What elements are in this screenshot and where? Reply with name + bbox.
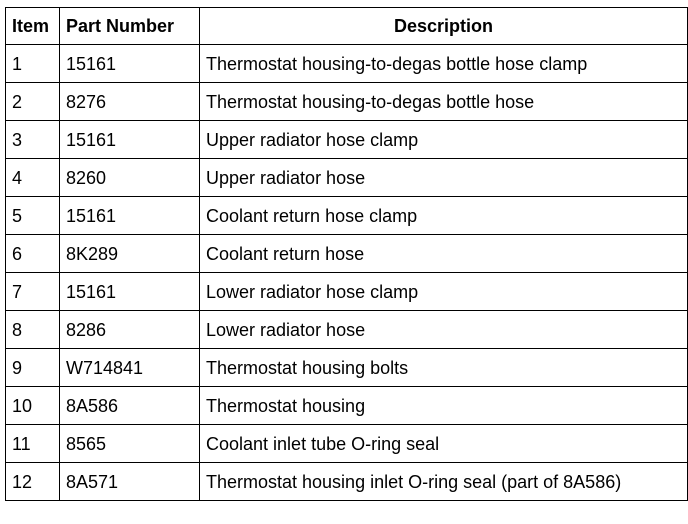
item-cell: 5 [6,197,60,235]
part-number-cell: 15161 [60,121,200,159]
item-cell: 9 [6,349,60,387]
item-cell: 7 [6,273,60,311]
part-number-cell: 8286 [60,311,200,349]
table-row [6,349,688,387]
table-row [6,197,688,235]
description-cell: Lower radiator hose [200,311,688,349]
table-row [6,273,688,311]
table-row [6,235,688,273]
description-cell: Upper radiator hose clamp [200,121,688,159]
part-number-cell: 8K289 [60,235,200,273]
parts-table [5,7,688,501]
table-row [6,463,688,501]
description-cell: Thermostat housing-to-degas bottle hose clamp [200,45,688,83]
part-number-cell: 15161 [60,273,200,311]
part-number-cell: 8565 [60,425,200,463]
description-cell: Coolant return hose [200,235,688,273]
part-number-cell: 15161 [60,197,200,235]
item-cell: 4 [6,159,60,197]
part-number-cell: 8A586 [60,387,200,425]
description-cell: Coolant return hose clamp [200,197,688,235]
item-cell: 10 [6,387,60,425]
item-cell: 1 [6,45,60,83]
part-number-cell: W714841 [60,349,200,387]
header-row [6,8,688,45]
table-row [6,83,688,121]
table-row [6,425,688,463]
table-header [6,8,688,45]
header-item: Item [6,8,60,45]
part-number-cell: 8260 [60,159,200,197]
part-number-cell: 8276 [60,83,200,121]
description-cell: Lower radiator hose clamp [200,273,688,311]
description-cell: Thermostat housing [200,387,688,425]
item-cell: 2 [6,83,60,121]
table-row [6,45,688,83]
item-cell: 6 [6,235,60,273]
description-cell: Thermostat housing-to-degas bottle hose [200,83,688,121]
table-body [6,45,688,501]
table-row [6,387,688,425]
header-description: Description [200,8,688,45]
item-cell: 3 [6,121,60,159]
description-cell: Coolant inlet tube O-ring seal [200,425,688,463]
item-cell: 11 [6,425,60,463]
description-cell: Thermostat housing bolts [200,349,688,387]
table-row [6,311,688,349]
description-cell: Thermostat housing inlet O-ring seal (part of 8A586) [200,463,688,501]
table-row [6,121,688,159]
item-cell: 12 [6,463,60,501]
description-cell: Upper radiator hose [200,159,688,197]
table-row [6,159,688,197]
part-number-cell: 15161 [60,45,200,83]
header-part-number: Part Number [60,8,200,45]
item-cell: 8 [6,311,60,349]
part-number-cell: 8A571 [60,463,200,501]
